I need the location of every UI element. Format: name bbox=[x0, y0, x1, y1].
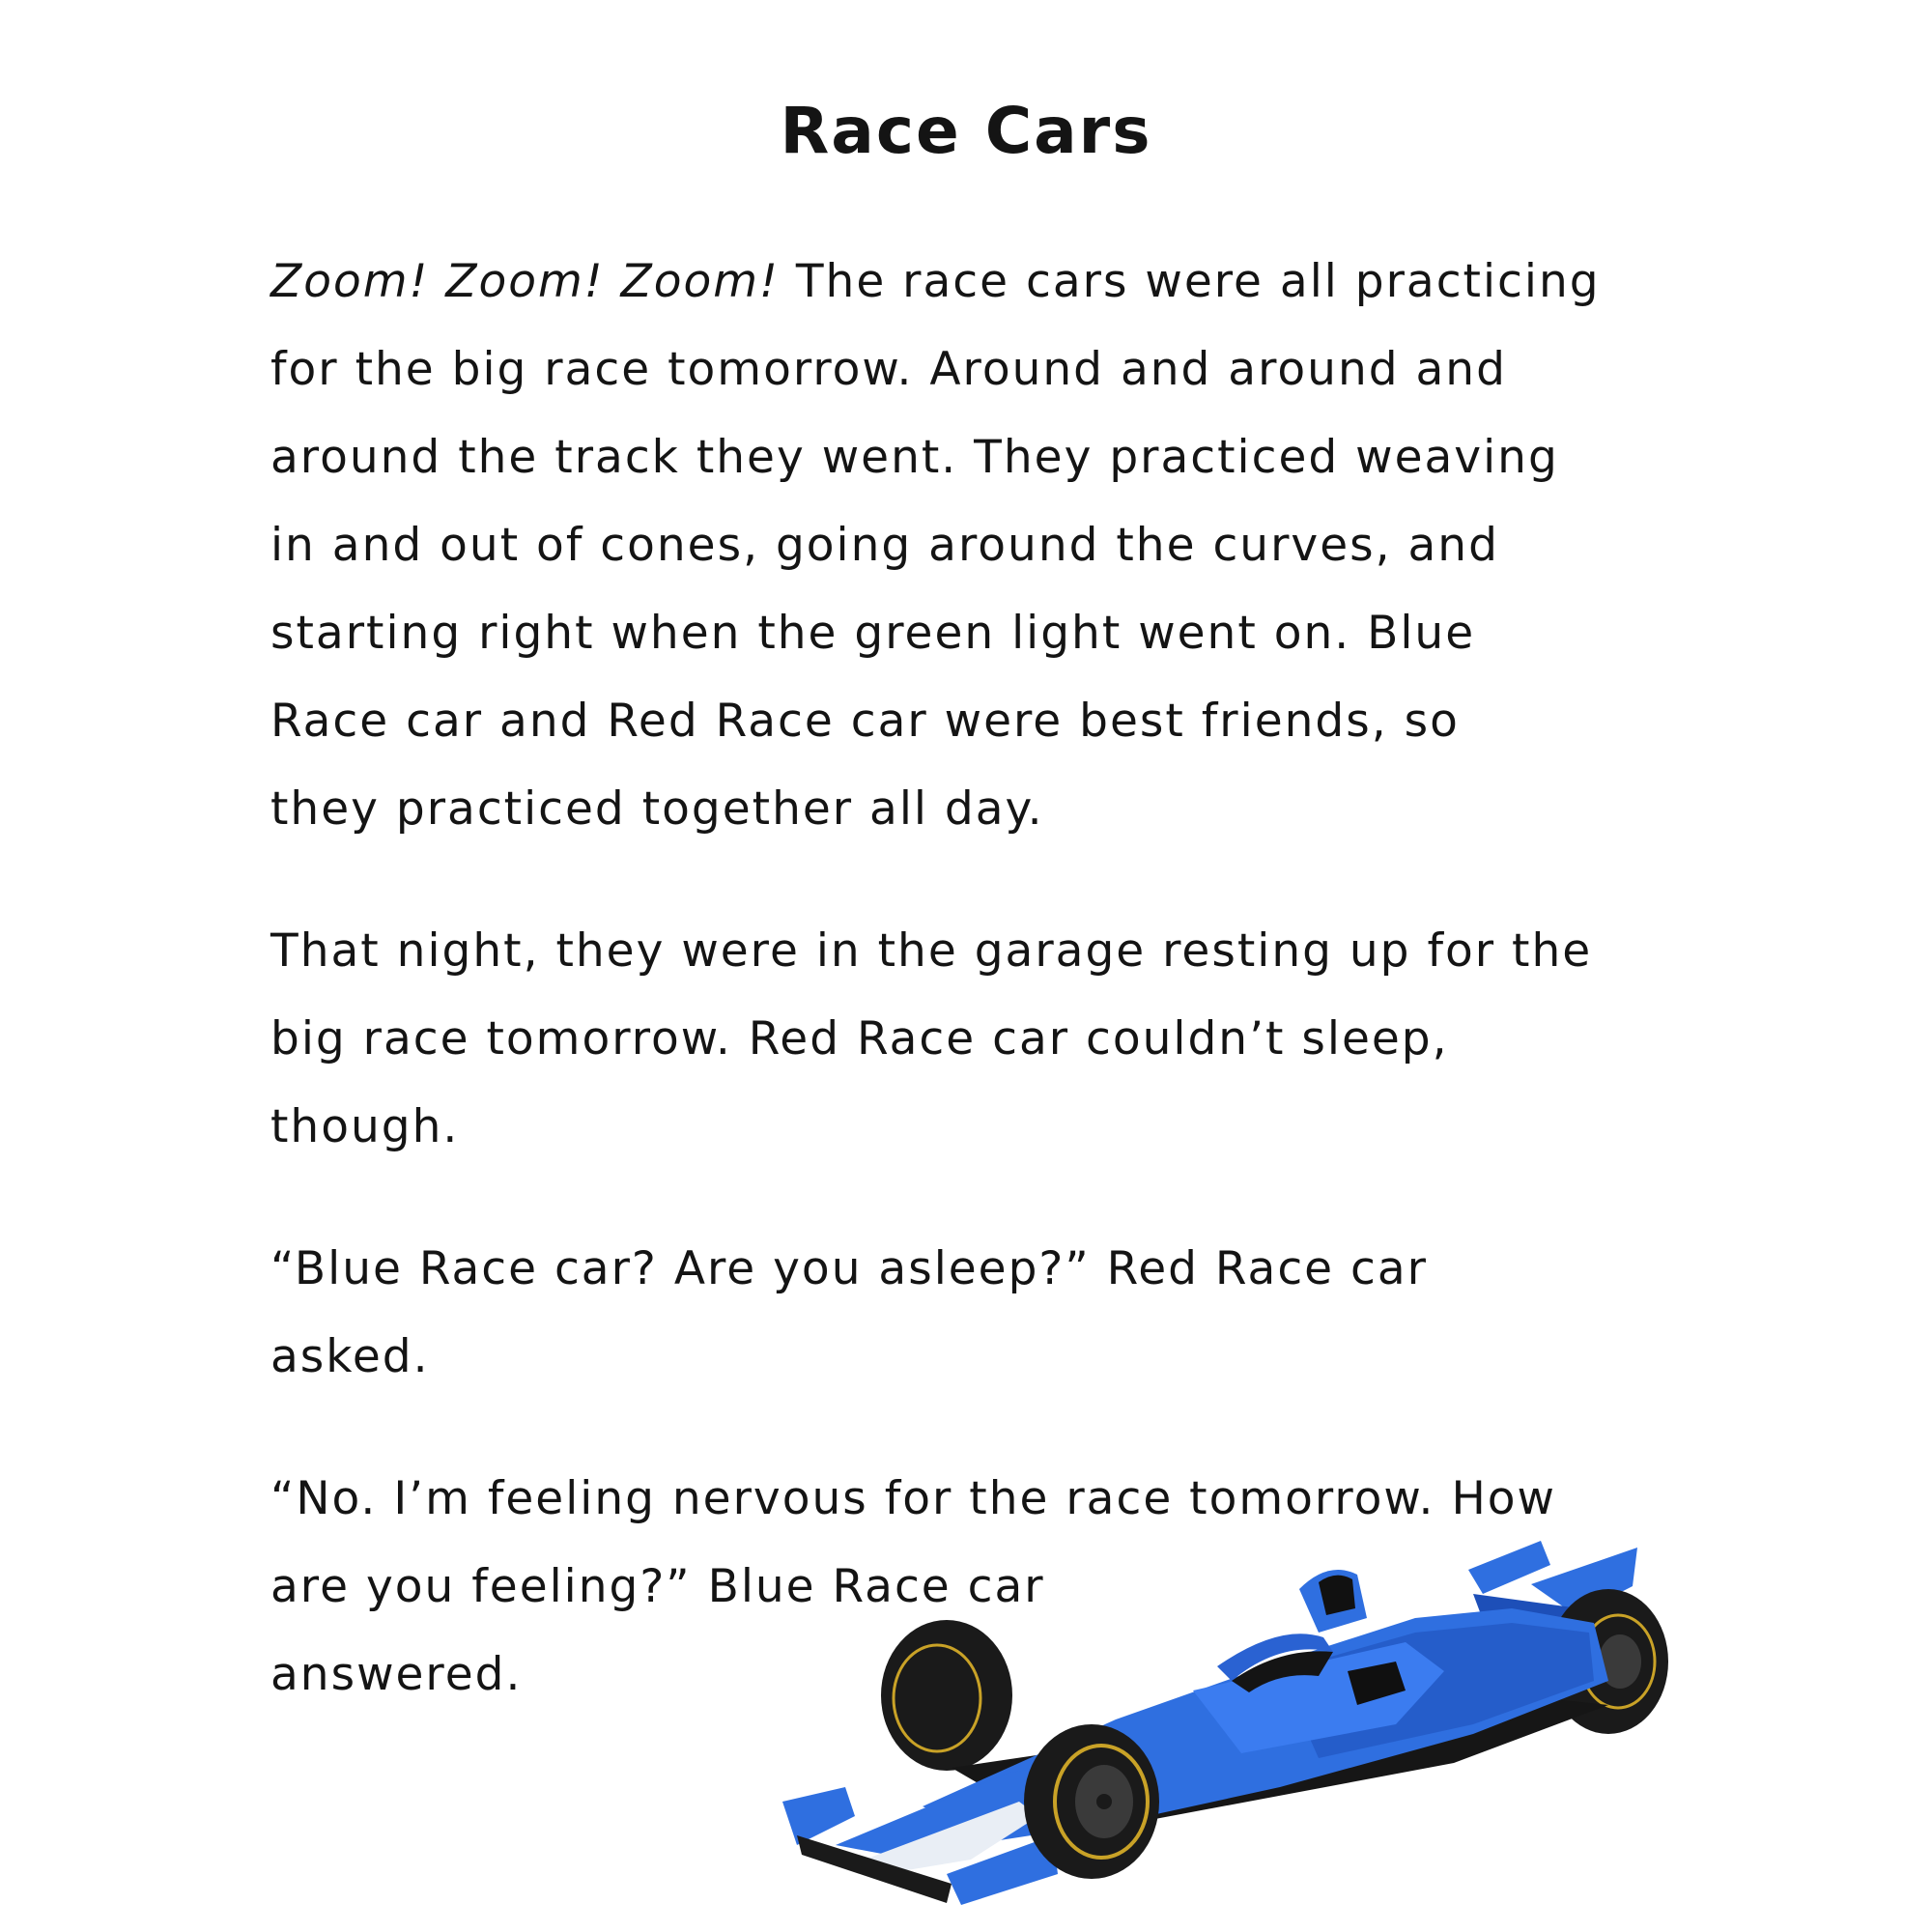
text-line bbox=[270, 238, 1671, 326]
paragraph-practice bbox=[270, 238, 1671, 853]
text-line: are you feeling?” Blue Race car bbox=[270, 1560, 1045, 1613]
text-line: “No. I’m feeling nervous for the race tomorrow. How bbox=[270, 1472, 1556, 1525]
paragraph-red-question bbox=[270, 1225, 1671, 1401]
text-line: Race car and Red Race car were best friends, so bbox=[270, 695, 1460, 748]
paragraph-garage bbox=[270, 907, 1671, 1171]
text-line: starting right when the green light went on. Blue bbox=[270, 607, 1476, 660]
text-line: answered. bbox=[270, 1648, 523, 1701]
story-text bbox=[270, 238, 1671, 1719]
text-line: asked. bbox=[270, 1330, 430, 1383]
text-line: big race tomorrow. Red Race car couldn’t sleep, bbox=[270, 1012, 1449, 1065]
text-line: for the big race tomorrow. Around and around and bbox=[270, 343, 1507, 396]
text-line: in and out of cones, going around the curves, and bbox=[270, 519, 1499, 572]
text-line: though. bbox=[270, 1100, 460, 1153]
zoom-exclamation: Zoom! Zoom! Zoom! bbox=[270, 255, 780, 308]
text-line: they practiced together all day. bbox=[270, 782, 1044, 836]
blue-race-car-illustration bbox=[778, 1526, 1681, 1908]
rear-left-wheel bbox=[881, 1620, 1012, 1771]
text-line: “Blue Race car? Are you asleep?” Red Race car bbox=[270, 1242, 1428, 1295]
text-line: around the track they went. They practiced weaving bbox=[270, 431, 1559, 484]
text-segment: The race cars were all practicing bbox=[779, 255, 1601, 308]
text-line: That night, they were in the garage resting up for the bbox=[270, 924, 1593, 978]
front-right-wheel bbox=[1024, 1724, 1159, 1879]
page-title: Race Cars bbox=[780, 94, 1152, 168]
